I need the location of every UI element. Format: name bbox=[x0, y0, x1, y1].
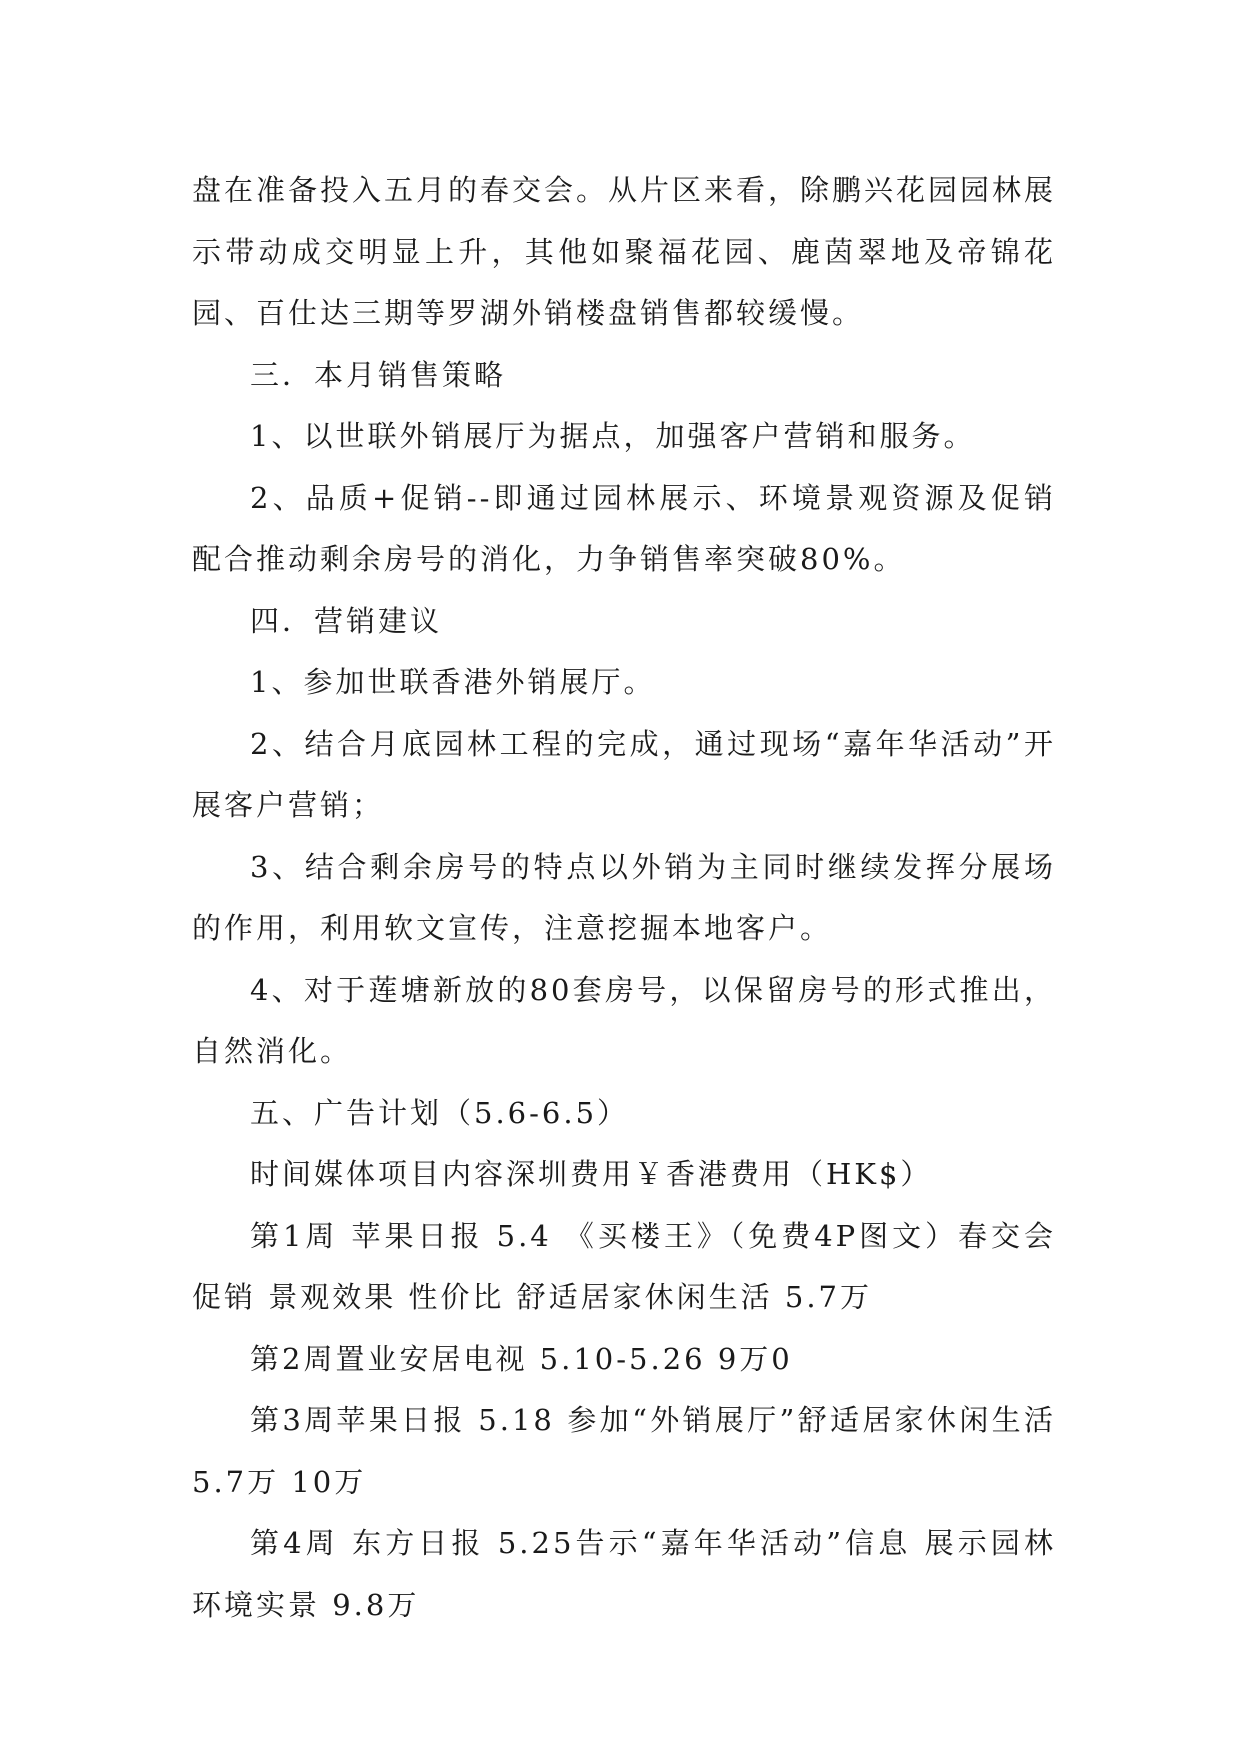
suggestion-item-4: 4、对于莲塘新放的80套房号，以保留房号的形式推出，自然消化。 bbox=[192, 972, 1056, 1068]
strategy-item-1: 1、以世联外销展厅为据点，加强客户营销和服务。 bbox=[250, 419, 976, 453]
ad-plan-week-1: 第1周 苹果日报 5.4 《买楼王》（免费4P图文）春交会促销 景观效果 性价比 舒适居家休闲生活 5.7万 bbox=[192, 1218, 1056, 1314]
suggestion-item-2: 2、结合月底园林工程的完成，通过现场“嘉年华活动”开展客户营销； bbox=[192, 726, 1056, 822]
strategy-item-2: 2、品质+促销--即通过园林展示、环境景观资源及促销配合推动剩余房号的消化，力争销售率突破80%。 bbox=[192, 480, 1056, 576]
ad-plan-week-4: 第4周 东方日报 5.25告示“嘉年华活动”信息 展示园林环境实景 9.8万 bbox=[192, 1526, 1056, 1622]
ad-plan-week-2: 第2周置业安居电视 5.10-5.26 9万0 bbox=[250, 1341, 793, 1376]
suggestion-item-3: 3、结合剩余房号的特点以外销为主同时继续发挥分展场的作用，利用软文宣传，注意挖掘本地客户。 bbox=[192, 849, 1056, 945]
ad-plan-week-3: 第3周苹果日报 5.18 参加“外销展厅”舒适居家休闲生活 5.7万 10万 bbox=[192, 1403, 1056, 1499]
suggestion-item-1: 1、参加世联香港外销展厅。 bbox=[250, 665, 656, 699]
paragraph-market-summary: 盘在准备投入五月的春交会。从片区来看，除鹏兴花园园林展示带动成交明显上升，其他如聚福花园、鹿茵翠地及帝锦花园、百仕达三期等罗湖外销楼盘销售都较缓慢。 bbox=[192, 173, 1057, 330]
heading-sales-strategy: 三．本月销售策略 bbox=[250, 357, 507, 392]
ad-plan-header: 时间媒体项目内容深圳费用￥香港费用（HK$） bbox=[250, 1157, 933, 1191]
heading-marketing-suggestions: 四．营销建议 bbox=[250, 603, 443, 638]
document-page bbox=[192, 160, 1056, 1636]
heading-ad-plan: 五、广告计划（5.6-6.5） bbox=[250, 1095, 630, 1130]
